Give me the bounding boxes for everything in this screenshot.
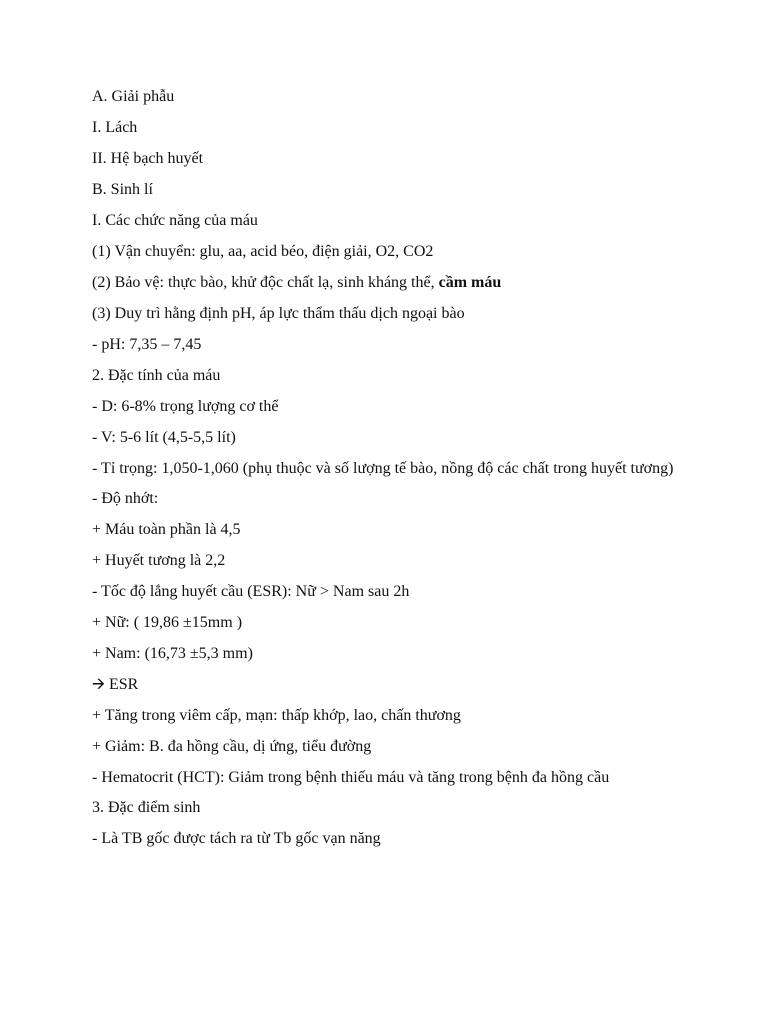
text-plasma-viscosity: + Huyết tương là 2,2: [92, 552, 226, 569]
text-blood-volume: - V: 5-6 lít (4,5-5,5 lít): [92, 429, 236, 446]
text-esr-decrease: + Giảm: B. đa hồng cầu, dị ứng, tiểu đường: [92, 738, 372, 755]
text-esr: - Tốc độ lắng huyết cầu (ESR): Nữ > Nam sau 2h: [92, 583, 410, 600]
text-transport-function: (1) Vận chuyển: glu, aa, acid béo, điện giải, O2, CO2: [92, 243, 434, 260]
text-homeostasis-function: (3) Duy trì hằng định pH, áp lực thẩm thấu dịch ngoại bào: [92, 305, 465, 322]
heading-anatomy: A. Giải phẫu: [92, 88, 175, 105]
text-esr-male: + Nam: (16,73 ±5,3 mm): [92, 645, 253, 662]
heading-spleen: I. Lách: [92, 119, 138, 136]
text-blood-fraction: - D: 6-8% trọng lượng cơ thể: [92, 398, 279, 415]
text-hematocrit: - Hematocrit (HCT): Giảm trong bệnh thiếu máu và tăng trong bệnh đa hồng cầu: [92, 769, 610, 786]
heading-blood-properties: 2. Đặc tính của máu: [92, 367, 221, 384]
protection-function-bold: cầm máu: [438, 274, 502, 291]
text-protection-function: [92, 272, 675, 303]
text-whole-blood-viscosity: + Máu toàn phần là 4,5: [92, 521, 241, 538]
text-viscosity: - Độ nhớt:: [92, 490, 159, 507]
protection-function-text: (2) Bảo vệ: thực bào, khử độc chất lạ, sinh kháng thể,: [92, 274, 439, 291]
text-specific-gravity: - Tỉ trọng: 1,050-1,060 (phụ thuộc và số lượng tế bào, nồng độ các chất trong huyết tương): [92, 460, 674, 477]
text-ph-range: - pH: 7,35 – 7,45: [92, 336, 202, 353]
heading-origin-features: 3. Đặc điểm sinh: [92, 799, 201, 816]
text-esr-increase: + Tăng trong viêm cấp, mạn: thấp khớp, lao, chấn thương: [92, 707, 461, 724]
heading-lymphatic-system: II. Hệ bạch huyết: [92, 150, 204, 167]
document-body: [92, 86, 675, 859]
text-esr-female: + Nữ: ( 19,86 ±15mm ): [92, 614, 243, 631]
text-stem-cell-origin: - Là TB gốc được tách ra từ Tb gốc vạn năng: [92, 830, 381, 847]
text-esr-arrow: 🡪 ESR: [92, 676, 139, 693]
heading-physiology: B. Sinh lí: [92, 181, 153, 198]
heading-blood-functions: I. Các chức năng của máu: [92, 212, 258, 229]
